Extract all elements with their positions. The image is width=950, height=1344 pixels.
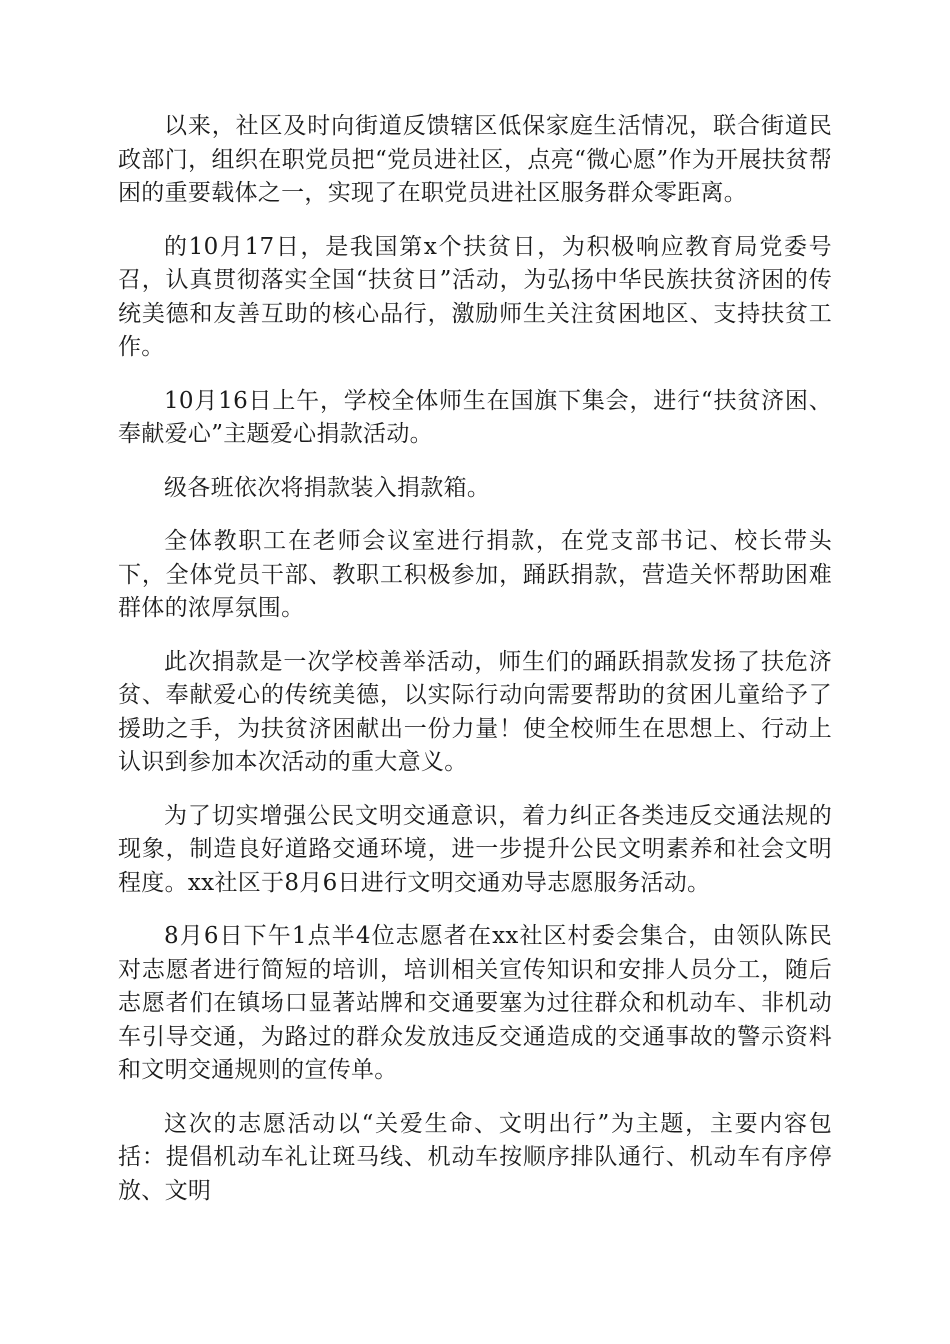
paragraph-4: 级各班依次将捐款装入捐款箱。 [164,474,491,501]
paragraph-2: 的10月17日，是我国第x个扶贫日，为积极响应教育局党委号召，认真贯彻落实全国“扶贫日”活动，为弘扬中华民族扶贫济困的传统美德和友善互助的核心品行，激励师生关注贫困地区、支持扶贫工作。 [118,233,832,360]
paragraph-8: 8月6日下午1点半4位志愿者在xx社区村委会集合，由领队陈民对志愿者进行简短的培训，培训相关宣传知识和安排人员分工，随后志愿者们在镇场口显著站牌和交通要塞为过往群众和机动车、非机动车引导交通，为路过的群众发放违反交通造成的交通事故的警示资料和文明交通规则的宣传单。 [118,923,832,1083]
paragraph-1: 以来，社区及时向街道反馈辖区低保家庭生活情况，联合街道民政部门，组织在职党员把“党员进社区，点亮“微心愿”作为开展扶贫帮困的重要载体之一，实现了在职党员进社区服务群众零距离。 [118,113,832,206]
paragraph-9: 这次的志愿活动以“关爱生命、文明出行”为主题，主要内容包括：提倡机动车礼让斑马线、机动车按顺序排队通行、机动车有序停放、文明 [118,1110,832,1204]
paragraph-5: 全体教职工在老师会议室进行捐款，在党支部书记、校长带头下，全体党员干部、教职工积极参加，踊跃捐款，营造关怀帮助困难群体的浓厚氛围。 [118,528,832,621]
paragraph-3: 10月16日上午，学校全体师生在国旗下集会，进行“扶贫济困、奉献爱心”主题爱心捐款活动。 [118,387,832,447]
paragraph-7: 为了切实增强公民文明交通意识，着力纠正各类违反交通法规的现象，制造良好道路交通环境，进一步提升公民文明素养和社会文明程度。xx社区于8月6日进行文明交通劝导志愿服务活动。 [118,802,832,896]
document-body [118,110,832,1228]
paragraph-6: 此次捐款是一次学校善举活动，师生们的踊跃捐款发扬了扶危济贫、奉献爱心的传统美德，以实际行动向需要帮助的贫困儿童给予了援助之手，为扶贫济困献出一份力量！使全校师生在思想上、行动上认识到参加本次活动的重大意义。 [118,648,832,775]
